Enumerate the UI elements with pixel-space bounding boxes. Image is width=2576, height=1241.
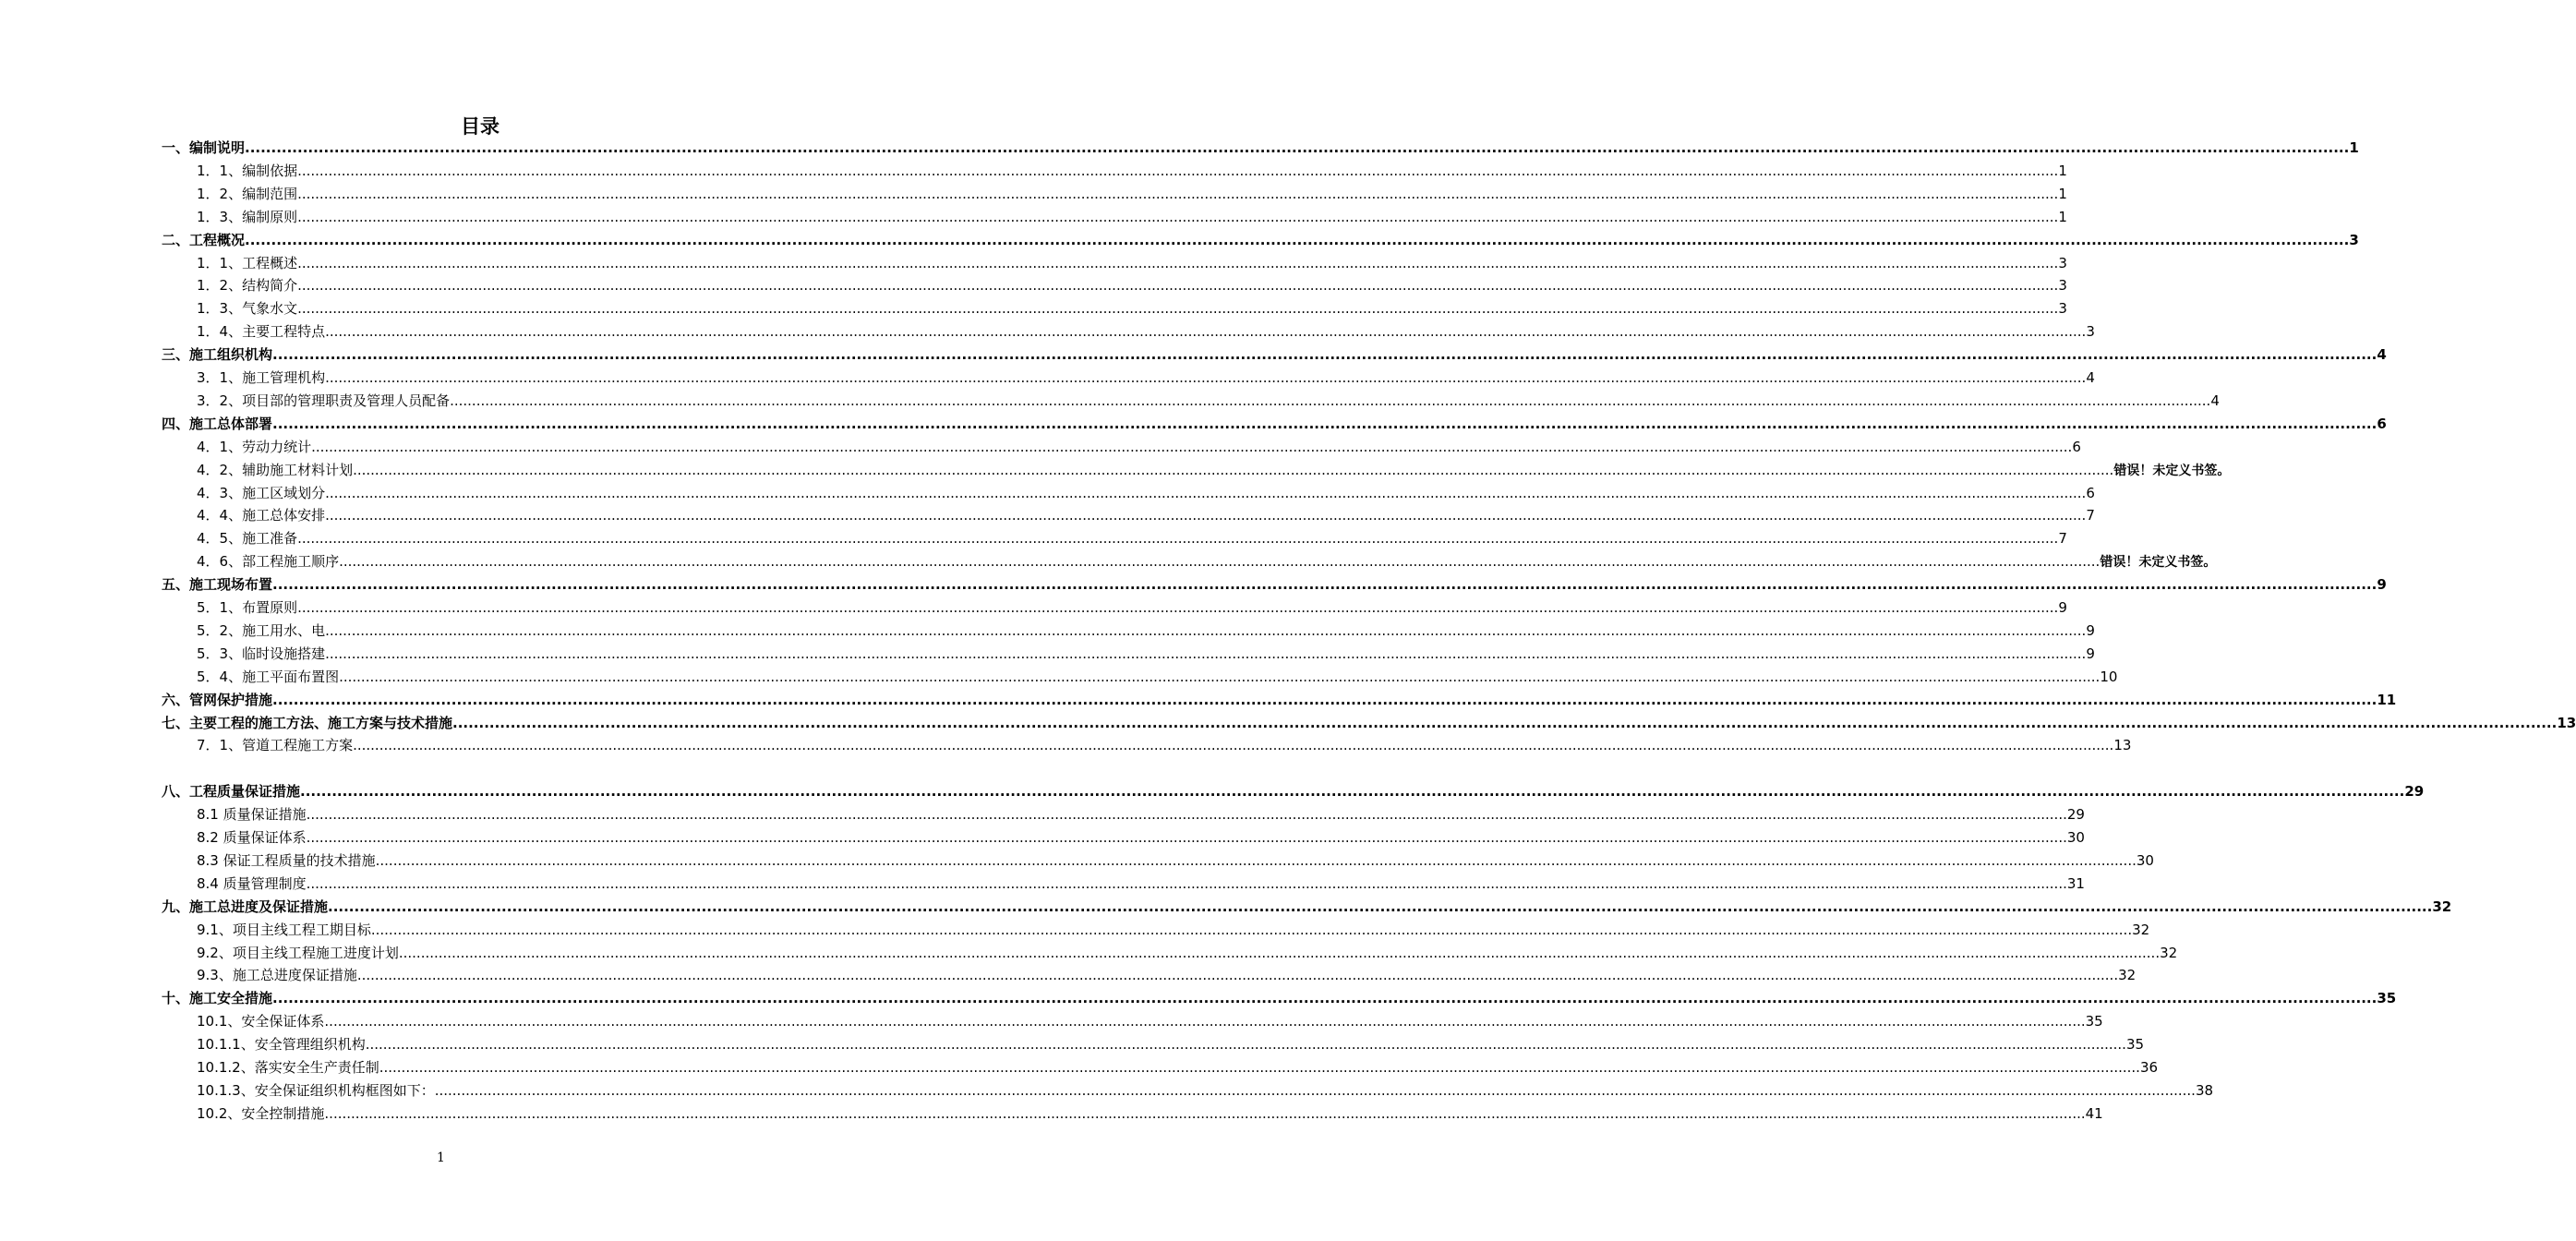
toc-dot-leader: ................................................................................................................................................................................................................................................................................................................................................................................................................ xyxy=(297,599,2059,616)
toc-dot-leader: ................................................................................................................................................................................................................................................................................................................................................................................................................ xyxy=(297,277,2059,295)
toc-page-number: 9 xyxy=(2377,576,2387,594)
toc-entry-label: 4．6、部工程施工顺序 xyxy=(197,553,340,571)
toc-dot-leader: ................................................................................................................................................................................................................................................................................................................................................................................................................ xyxy=(398,944,2161,961)
toc-dot-leader: ................................................................................................................................................................................................................................................................................................................................................................................................................ xyxy=(297,530,2059,548)
toc-section-entry[interactable] xyxy=(197,274,2067,297)
toc-dot-leader: ................................................................................................................................................................................................................................................................................................................................................................................................................ xyxy=(272,576,2377,594)
toc-dot-leader: ................................................................................................................................................................................................................................................................................................................................................................................................................ xyxy=(325,484,2087,501)
toc-entry-label: 7．1、管道工程施工方案 xyxy=(197,737,354,754)
toc-dot-leader: ................................................................................................................................................................................................................................................................................................................................................................................................................ xyxy=(306,829,2067,846)
toc-dot-leader: ................................................................................................................................................................................................................................................................................................................................................................................................................ xyxy=(328,898,2433,915)
toc-section-entry[interactable] xyxy=(197,849,2154,873)
toc-dot-leader: ................................................................................................................................................................................................................................................................................................................................................................................................................ xyxy=(452,714,2558,731)
toc-section-entry[interactable] xyxy=(197,367,2095,390)
toc-chapter-entry[interactable] xyxy=(162,413,2387,436)
toc-dot-leader: ................................................................................................................................................................................................................................................................................................................................................................................................................ xyxy=(356,967,2119,984)
toc-page-number: 3 xyxy=(2086,323,2095,341)
toc-page-number: 7 xyxy=(2086,507,2095,524)
toc-entry-label: 4．4、施工总体安排 xyxy=(197,507,326,524)
toc-entry-label: 10.1.3、安全保证组织机构框图如下： xyxy=(197,1081,435,1099)
toc-page-number: 13 xyxy=(2557,714,2576,731)
toc-entry-label: 四、施工总体部署 xyxy=(162,415,273,432)
toc-bookmark-error: 错误！未定义书签。 xyxy=(2113,463,2231,478)
toc-entry-label: 1．2、编制范围 xyxy=(197,185,298,202)
toc-bookmark-error: 错误！未定义书签。 xyxy=(2100,555,2217,571)
toc-chapter-entry[interactable] xyxy=(162,987,2397,1010)
toc-dot-leader: ................................................................................................................................................................................................................................................................................................................................................................................................................ xyxy=(297,254,2059,271)
toc-entry-label: 1．3、气象水文 xyxy=(197,300,298,318)
toc-entry-label: 五、施工现场布置 xyxy=(162,576,273,594)
toc-chapter-entry[interactable] xyxy=(162,573,2387,596)
toc-page-number: 7 xyxy=(2058,530,2067,548)
toc-page-number: 9 xyxy=(2086,621,2095,639)
toc-section-entry[interactable] xyxy=(197,436,2081,459)
toc-entry-label: 1．2、结构简介 xyxy=(197,277,298,295)
toc-dot-leader: ................................................................................................................................................................................................................................................................................................................................................................................................................ xyxy=(245,231,2350,248)
toc-chapter-entry[interactable] xyxy=(162,689,2397,712)
toc-chapter-entry[interactable] xyxy=(162,137,2359,160)
toc-dot-leader: ................................................................................................................................................................................................................................................................................................................................................................................................................ xyxy=(379,1059,2140,1076)
toc-section-entry[interactable] xyxy=(197,504,2095,527)
toc-entry-label: 一、编制说明 xyxy=(162,139,246,156)
toc-entry-label: 5．2、施工用水、电 xyxy=(197,621,326,639)
toc-section-entry[interactable] xyxy=(197,596,2067,620)
toc-section-entry[interactable] xyxy=(197,620,2095,643)
toc-entry-label: 10.1、安全保证体系 xyxy=(197,1013,325,1030)
toc-entry-label: 8.4 质量管理制度 xyxy=(197,874,307,892)
toc-section-entry[interactable] xyxy=(197,1102,2103,1126)
toc-dot-leader: ................................................................................................................................................................................................................................................................................................................................................................................................................ xyxy=(325,369,2087,386)
toc-page-number: 32 xyxy=(2132,921,2150,938)
toc-dot-leader: ................................................................................................................................................................................................................................................................................................................................................................................................................ xyxy=(297,162,2059,179)
toc-entry-label: 4．2、辅助施工材料计划 xyxy=(197,461,354,478)
toc-dot-leader: ................................................................................................................................................................................................................................................................................................................................................................................................................ xyxy=(434,1081,2196,1099)
toc-dot-leader: ................................................................................................................................................................................................................................................................................................................................................................................................................ xyxy=(365,1036,2126,1054)
toc-dot-leader: ................................................................................................................................................................................................................................................................................................................................................................................................................ xyxy=(272,990,2377,1007)
toc-entry-label: 1．3、编制原则 xyxy=(197,208,298,225)
toc-dot-leader: ................................................................................................................................................................................................................................................................................................................................................................................................................ xyxy=(297,185,2059,202)
toc-entry-label: 3．1、施工管理机构 xyxy=(197,369,326,386)
toc-section-entry[interactable] xyxy=(197,160,2067,183)
toc-entry-label: 3．2、项目部的管理职责及管理人员配备 xyxy=(197,392,451,409)
toc-entry-label: 10.1.1、安全管理组织机构 xyxy=(197,1036,366,1054)
toc-chapter-entry[interactable] xyxy=(162,896,2452,919)
toc-page-number: 29 xyxy=(2066,806,2085,824)
toc-section-entry[interactable] xyxy=(197,666,2118,689)
toc-section-entry[interactable] xyxy=(197,297,2067,320)
toc-dot-leader: ................................................................................................................................................................................................................................................................................................................................................................................................................ xyxy=(325,323,2087,341)
toc-entry-label: 10.2、安全控制措施 xyxy=(197,1104,325,1122)
toc-section-entry[interactable] xyxy=(197,527,2067,550)
toc-dot-leader: ................................................................................................................................................................................................................................................................................................................................................................................................................ xyxy=(324,1104,2086,1122)
toc-title: 目录 xyxy=(461,115,500,138)
toc-dot-leader: ................................................................................................................................................................................................................................................................................................................................................................................................................ xyxy=(325,507,2087,524)
toc-page-number: 31 xyxy=(2066,874,2085,892)
toc-section-entry[interactable] xyxy=(197,873,2085,896)
toc-section-entry[interactable] xyxy=(197,803,2085,826)
toc-page-number: 3 xyxy=(2058,300,2067,318)
toc-section-entry[interactable] xyxy=(197,1033,2145,1056)
toc-dot-leader: ................................................................................................................................................................................................................................................................................................................................................................................................................ xyxy=(297,300,2059,318)
toc-page-number: 32 xyxy=(2432,898,2452,915)
toc-page-number: 9 xyxy=(2058,599,2067,616)
toc-dot-leader: ................................................................................................................................................................................................................................................................................................................................................................................................................ xyxy=(375,851,2137,869)
toc-entry-label: 9.2、项目主线工程施工进度计划 xyxy=(197,944,399,961)
toc-section-entry[interactable] xyxy=(197,252,2067,275)
toc-page-number: 38 xyxy=(2195,1081,2214,1099)
toc-dot-leader: ................................................................................................................................................................................................................................................................................................................................................................................................................ xyxy=(272,415,2377,432)
toc-section-entry[interactable] xyxy=(197,964,2137,987)
toc-page-number: 1 xyxy=(2058,162,2067,179)
toc-entry-label: 9.1、项目主线工程工期目标 xyxy=(197,921,371,938)
toc-entry-label: 十、施工安全措施 xyxy=(162,990,273,1007)
toc-chapter-entry[interactable] xyxy=(162,712,2576,735)
toc-dot-leader: ................................................................................................................................................................................................................................................................................................................................................................................................................ xyxy=(245,139,2350,156)
toc-page-number: 30 xyxy=(2136,851,2154,869)
toc-dot-leader: ................................................................................................................................................................................................................................................................................................................................................................................................................ xyxy=(370,921,2133,938)
toc-entry-label: 三、施工组织机构 xyxy=(162,346,273,364)
toc-dot-leader: ................................................................................................................................................................................................................................................................................................................................................................................................................ xyxy=(353,461,2114,478)
toc-page-number: 1 xyxy=(2058,208,2067,225)
toc-entry-label: 九、施工总进度及保证措施 xyxy=(162,898,329,915)
toc-entry-label: 二、工程概况 xyxy=(162,231,246,248)
toc-page-number: 11 xyxy=(2377,691,2397,708)
toc-entry-label: 9.3、施工总进度保证措施 xyxy=(197,967,357,984)
toc-section-entry[interactable] xyxy=(197,1079,2214,1102)
toc-dot-leader: ................................................................................................................................................................................................................................................................................................................................................................................................................ xyxy=(325,621,2087,639)
toc-page-number: 1 xyxy=(2349,139,2359,156)
toc-dot-leader: ................................................................................................................................................................................................................................................................................................................................................................................................................ xyxy=(311,438,2073,455)
toc-dot-leader: ................................................................................................................................................................................................................................................................................................................................................................................................................ xyxy=(353,737,2114,754)
toc-section-entry[interactable] xyxy=(197,550,2217,573)
toc-dot-leader: ................................................................................................................................................................................................................................................................................................................................................................................................................ xyxy=(339,668,2101,685)
toc-page-number: 36 xyxy=(2139,1059,2159,1076)
toc-page-number: 1 xyxy=(2058,185,2067,202)
toc-entry-label: 六、管网保护措施 xyxy=(162,691,273,708)
toc-page-number: 32 xyxy=(2118,967,2137,984)
toc-page-number: 6 xyxy=(2072,438,2081,455)
toc-dot-leader: ................................................................................................................................................................................................................................................................................................................................................................................................................ xyxy=(339,553,2101,571)
toc-entry-label: 1．1、编制依据 xyxy=(197,162,298,179)
toc-dot-leader: ................................................................................................................................................................................................................................................................................................................................................................................................................ xyxy=(306,806,2067,824)
toc-entry-label: 七、主要工程的施工方法、施工方案与技术措施 xyxy=(162,714,453,731)
toc-section-entry[interactable] xyxy=(197,942,2178,965)
toc-section-entry[interactable] xyxy=(197,482,2095,505)
toc-section-entry[interactable] xyxy=(197,1056,2159,1079)
toc-page-number: 9 xyxy=(2086,645,2095,662)
toc-entry-label: 5．4、施工平面布置图 xyxy=(197,668,340,685)
toc-dot-leader: ................................................................................................................................................................................................................................................................................................................................................................................................................ xyxy=(272,346,2377,364)
toc-section-entry[interactable] xyxy=(197,734,2132,757)
toc-page-number: 13 xyxy=(2113,737,2132,754)
toc-entry-label: 1．4、主要工程特点 xyxy=(197,323,326,341)
toc-page-number: 3 xyxy=(2058,254,2067,271)
toc-dot-leader: ................................................................................................................................................................................................................................................................................................................................................................................................................ xyxy=(272,691,2377,708)
toc-chapter-entry[interactable] xyxy=(162,229,2359,252)
toc-page-number: 6 xyxy=(2086,484,2095,501)
toc-page-number: 30 xyxy=(2066,829,2085,846)
toc-page-number: 10 xyxy=(2100,668,2118,685)
toc-dot-leader: ................................................................................................................................................................................................................................................................................................................................................................................................................ xyxy=(324,1013,2086,1030)
toc-section-entry[interactable] xyxy=(197,183,2067,206)
toc-page-number: 3 xyxy=(2349,231,2359,248)
toc-page-number: 35 xyxy=(2377,990,2397,1007)
toc-section-entry[interactable] xyxy=(197,206,2067,229)
toc-section-entry[interactable] xyxy=(197,390,2220,413)
toc-page-number: 6 xyxy=(2377,415,2387,432)
toc-entry-label: 10.1.2、落实安全生产责任制 xyxy=(197,1059,379,1076)
toc-entry-label: 4．5、施工准备 xyxy=(197,530,298,548)
toc-entry-label: 5．1、布置原则 xyxy=(197,599,298,616)
toc-page-number: 29 xyxy=(2404,783,2425,801)
toc-section-entry[interactable] xyxy=(197,643,2095,666)
toc-dot-leader: ................................................................................................................................................................................................................................................................................................................................................................................................................ xyxy=(300,783,2405,801)
toc-page-number: 41 xyxy=(2085,1104,2103,1122)
toc-entry-label: 8.3 保证工程质量的技术措施 xyxy=(197,851,376,869)
toc-entry-label: 5．3、临时设施搭建 xyxy=(197,645,326,662)
toc-section-entry[interactable] xyxy=(197,1010,2103,1033)
toc-entry-label: 八、工程质量保证措施 xyxy=(162,783,301,801)
toc-section-entry[interactable] xyxy=(197,320,2095,343)
toc-page-number: 32 xyxy=(2160,944,2178,961)
toc-dot-leader: ................................................................................................................................................................................................................................................................................................................................................................................................................ xyxy=(450,392,2211,409)
toc-entry-label: 4．1、劳动力统计 xyxy=(197,438,312,455)
toc-chapter-entry[interactable] xyxy=(162,343,2387,367)
toc-section-entry[interactable] xyxy=(197,919,2150,942)
toc-section-entry[interactable] xyxy=(197,826,2085,849)
toc-page-number: 35 xyxy=(2085,1013,2103,1030)
toc-entry-label: 1．1、工程概述 xyxy=(197,254,298,271)
toc-chapter-entry[interactable] xyxy=(162,780,2425,803)
toc-dot-leader: ................................................................................................................................................................................................................................................................................................................................................................................................................ xyxy=(297,208,2059,225)
toc-dot-leader: ................................................................................................................................................................................................................................................................................................................................................................................................................ xyxy=(306,874,2067,892)
toc-page-number: 35 xyxy=(2125,1036,2145,1054)
toc-dot-leader: ................................................................................................................................................................................................................................................................................................................................................................................................................ xyxy=(325,645,2087,662)
toc-page-number: 3 xyxy=(2058,277,2067,295)
toc-entry-label: 8.2 质量保证体系 xyxy=(197,829,307,846)
toc-section-entry[interactable] xyxy=(197,459,2231,482)
toc-page-number: 4 xyxy=(2377,346,2387,364)
page-number: 1 xyxy=(437,1151,445,1165)
toc-entry-label: 8.1 质量保证措施 xyxy=(197,806,307,824)
toc-entry-label: 4．3、施工区域划分 xyxy=(197,484,326,501)
toc-page-number: 4 xyxy=(2086,369,2095,386)
toc-page-number: 4 xyxy=(2210,392,2220,409)
